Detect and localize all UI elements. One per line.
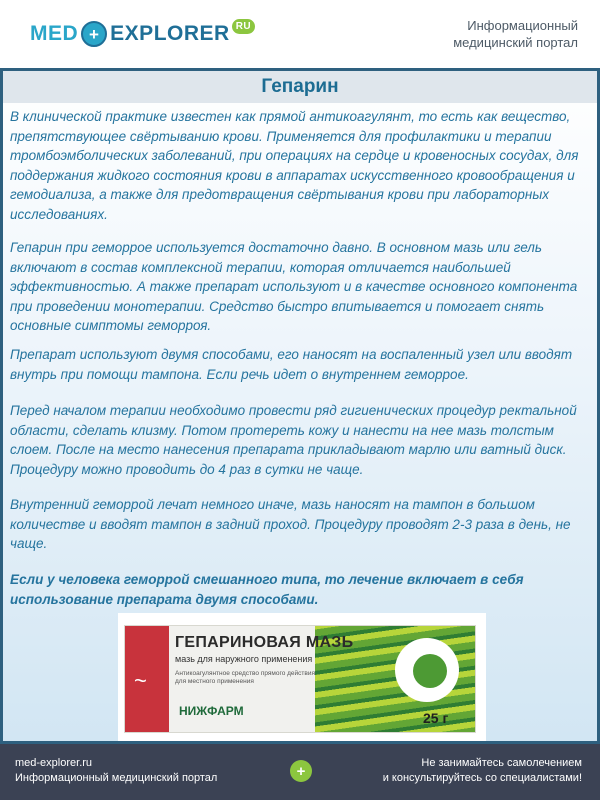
logo-plus-icon: + (81, 21, 107, 47)
article-frame (0, 68, 600, 744)
footer-site-link[interactable]: med-explorer.ru (15, 757, 93, 769)
article-highlight-paragraph: Если у человека геморрой смешанного типа, то лечение включает в себя использование препарата двумя способами. (10, 572, 524, 607)
footer-warning-line-1: Не занимайтесь самолечением (421, 757, 582, 769)
article-paragraph: Внутренний геморрой лечат немного иначе, мазь наносят на тампон в большом количестве и вводят тампон в задний проход. Процедуру проводят 2-3 раза в день, не чаще. (10, 497, 571, 551)
logo-med-text: MED (30, 22, 79, 45)
product-weight: 25 г (423, 710, 449, 726)
article-paragraph: В клинической практике известен как прямой антикоагулянт, то есть как вещество, препятствующее свёртыванию крови. Применяется для профилактики и терапии тромбоэмболических заболеваний, при операциях на сердце и кровеносных сосудах, для поддержания жидкого состояния крови в аппаратах искусственного кровообращения и гемодиализа, а также для предотвращения свёртывания крови при лабораторных исследованиях. (10, 109, 579, 222)
article-paragraph: Перед началом терапии необходимо провести ряд гигиенических процедур ректальной области, сделать клизму. Потом протереть кожу и нанести на нее мазь толстым слоем. После на место нанесения препарата прикладывают марлю или ватный диск. Процедуру можно проводить до 4 раз в сутки не чаще. (10, 403, 577, 477)
product-subtitle: мазь для наружного применения (175, 654, 313, 664)
article-paragraph: Препарат используют двумя способами, его наносят на воспаленный узел или вводят внутрь при помощи тампона. Если речь идет о внутреннем геморрое. (10, 347, 573, 382)
site-header (0, 0, 600, 68)
article-title: Гепарин (261, 76, 339, 97)
tagline-line-1: Информационный (467, 18, 578, 33)
product-name: ГЕПАРИНОВАЯ МАЗЬ (175, 634, 354, 651)
logo-explorer-text: EXPLORER (110, 22, 230, 45)
site-footer (0, 744, 600, 800)
site-logo[interactable] (30, 21, 255, 47)
ointment-box (124, 625, 476, 733)
product-description: Антикоагулянтное средство прямого действия для местного применения (175, 670, 316, 685)
footer-warning-line-2: и консультируйтесь со специалистами! (382, 772, 582, 784)
product-image (118, 613, 486, 741)
footer-warning (383, 756, 582, 786)
footer-site-desc: Информационный медицинский портал (15, 772, 218, 784)
title-strip (3, 71, 597, 103)
wave-icon: ~ (134, 668, 147, 693)
footer-plus-icon: + (290, 760, 312, 782)
product-maker: НИЖФАРМ (179, 704, 244, 718)
box-red-band (125, 626, 169, 733)
article-paragraph: Гепарин при геморрое используется достаточно давно. В основном мазь или гель включают в состав комплексной терапии, которая отличается наибольшей эффективностью. А также препарат используют и в качестве основного компонента при проведении монотерапии. Средство быстро впитывается и помогает снять основные симптомы геморроя. (10, 240, 578, 333)
swirl-inner-icon (413, 654, 447, 688)
header-tagline (453, 17, 578, 51)
footer-site-info (15, 756, 217, 786)
tagline-line-2: медицинский портал (453, 35, 578, 50)
logo-ru-badge: RU (232, 19, 255, 34)
